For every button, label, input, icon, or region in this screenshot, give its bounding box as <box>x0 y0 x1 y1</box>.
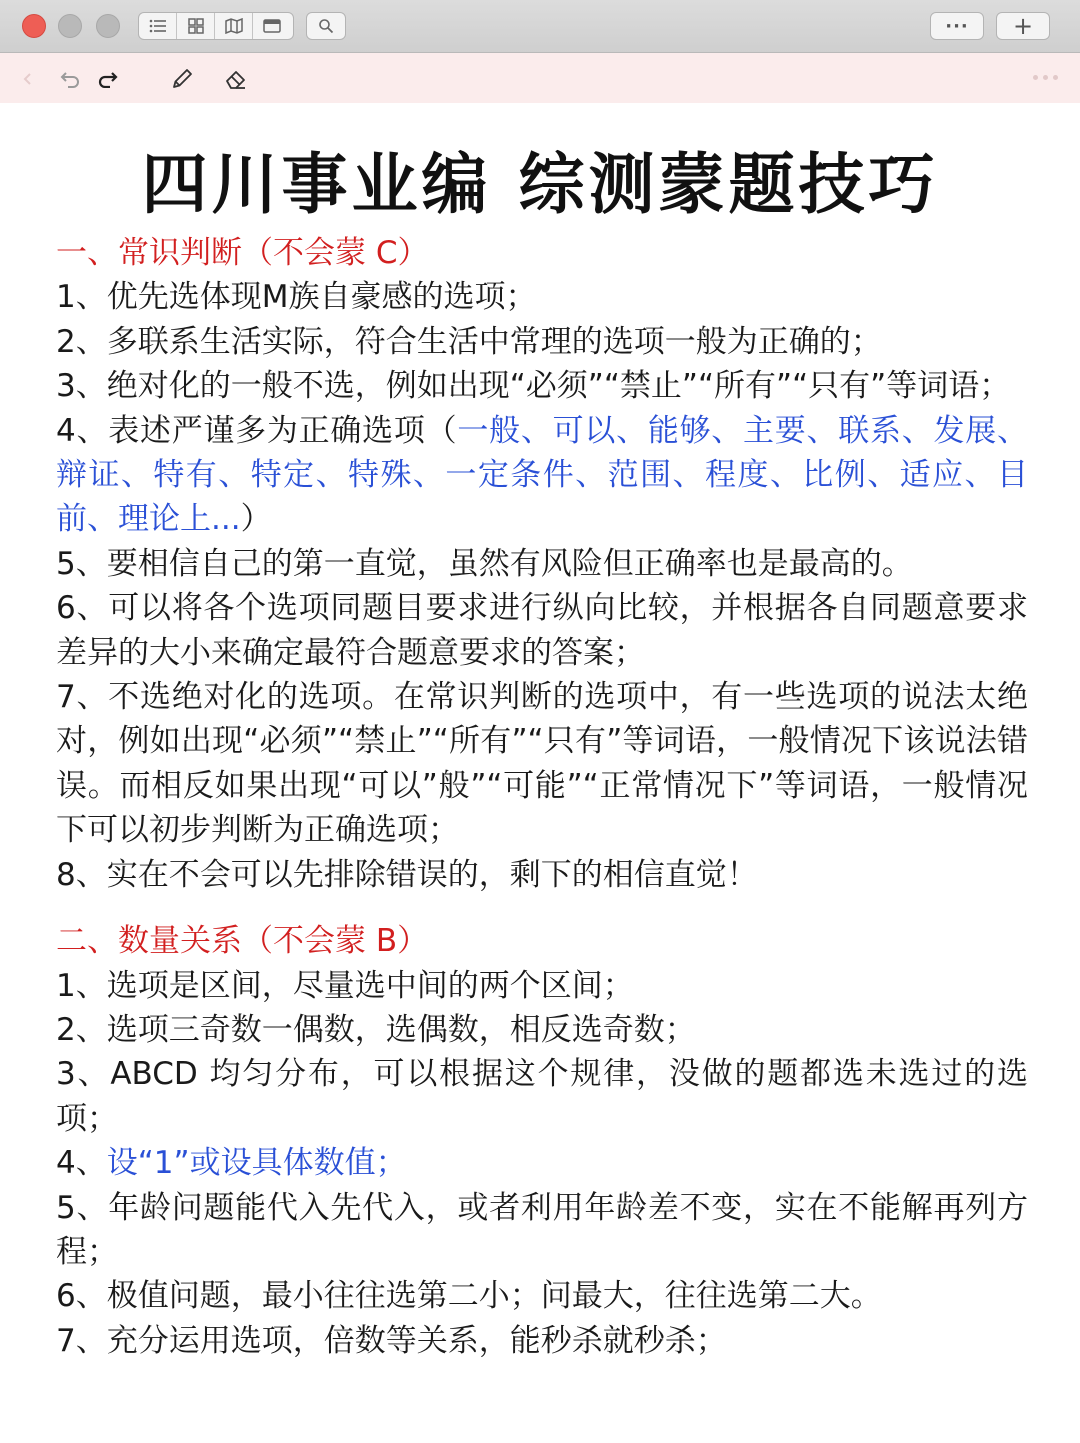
back-arrow-button[interactable] <box>14 65 42 93</box>
list-view-button[interactable] <box>139 13 177 39</box>
minimize-window-button[interactable] <box>58 14 82 38</box>
list-item: 5、要相信自己的第一直觉，虽然有风险但正确率也是最高的。 <box>56 545 913 582</box>
add-label: + <box>1012 12 1034 40</box>
chevron-left-icon <box>20 71 36 87</box>
list-item: 7、不选绝对化的选项。在常识判断的选项中，有一些选项的说法太绝对，例如出现“必须”“禁止”“所有”“只有”等词语，一般情况下该说法错误。而相反如果出现“可以”般”“可能”“正常情况下”等词语，一般情况下可以初步判断为正确选项； <box>56 679 1028 849</box>
eraser-tool-button[interactable] <box>222 65 250 93</box>
list-item: 1、选项是区间，尽量选中间的两个区间； <box>56 967 634 1004</box>
list-item: 1、优先选体现M族自豪感的选项； <box>56 279 537 316</box>
list-item <box>56 1141 1028 1185</box>
title-bar <box>0 0 1080 53</box>
add-button[interactable] <box>997 13 1049 39</box>
gallery-view-button[interactable] <box>253 13 291 39</box>
document-body <box>56 231 1028 1363</box>
search-button[interactable] <box>307 13 345 39</box>
edit-toolbar <box>0 53 1080 103</box>
section-heading-quantitative: 二、数量关系（不会蒙 B） <box>56 923 429 960</box>
toolbar-overflow-dots[interactable] <box>1033 75 1058 80</box>
eraser-icon <box>224 67 248 91</box>
list-item: 7、充分运用选项，倍数等关系，能秒杀就秒杀； <box>56 1322 727 1359</box>
list-item: 8、实在不会可以先排除错误的，剩下的相信直觉！ <box>56 856 758 893</box>
list-item: 5、年龄问题能代入先代入，或者利用年龄差不变，实在不能解再列方程； <box>56 1189 1028 1270</box>
list-item-prefix: 4、表述严谨多为正确选项（ <box>56 412 458 449</box>
section-heading-general-knowledge: 一、常识判断（不会蒙 C） <box>56 235 429 271</box>
list-item <box>56 409 1028 542</box>
list-item: 6、可以将各个选项同题目要求进行纵向比较，并根据各自同题意要求差异的大小来确定最符合题意要求的答案； <box>56 590 1028 671</box>
search-icon <box>318 18 334 34</box>
list-item-prefix: 4、 <box>56 1145 107 1182</box>
close-window-button[interactable] <box>22 14 46 38</box>
redo-button[interactable] <box>94 65 122 93</box>
undo-button[interactable] <box>56 65 84 93</box>
list-item: 6、极值问题，最小往往选第二小；问最大，往往选第二大。 <box>56 1278 882 1315</box>
map-icon <box>225 18 243 34</box>
gallery-icon <box>263 19 281 33</box>
list-icon <box>149 19 167 33</box>
view-mode-segmented-control <box>138 12 294 40</box>
highlighted-tip: 设“1”或设具体数值； <box>106 1145 407 1182</box>
document-title: 四川事业编 综测蒙题技巧 <box>141 146 939 223</box>
grid-icon <box>188 18 204 34</box>
list-item-suffix: ） <box>240 501 272 538</box>
grid-view-button[interactable] <box>177 13 215 39</box>
redo-icon <box>97 70 119 88</box>
undo-icon <box>59 70 81 88</box>
list-item: 2、选项三奇数一偶数，选偶数，相反选奇数； <box>56 1011 696 1048</box>
section-spacer <box>56 897 1028 919</box>
pencil-tool-button[interactable] <box>168 65 196 93</box>
zoom-window-button[interactable] <box>96 14 120 38</box>
document-canvas <box>0 103 1080 1443</box>
more-control <box>930 12 984 40</box>
highlighted-keywords: 一般、可以、能够、主要、联系、发展、辩证、特有、特定、特殊、一定条件、范围、程度、比例、适应、目前、理论上... <box>56 412 1028 538</box>
more-button[interactable] <box>931 13 983 39</box>
more-label: ··· <box>945 15 969 37</box>
map-view-button[interactable] <box>215 13 253 39</box>
add-control <box>996 12 1050 40</box>
pencil-icon <box>170 67 194 91</box>
list-item: 3、ABCD 均匀分布，可以根据这个规律，没做的题都选未选过的选项； <box>56 1056 1028 1137</box>
search-control <box>306 12 346 40</box>
list-item: 2、多联系生活实际，符合生活中常理的选项一般为正确的； <box>56 323 882 360</box>
list-item: 3、绝对化的一般不选，例如出现“必须”“禁止”“所有”“只有”等词语； <box>56 368 1011 405</box>
